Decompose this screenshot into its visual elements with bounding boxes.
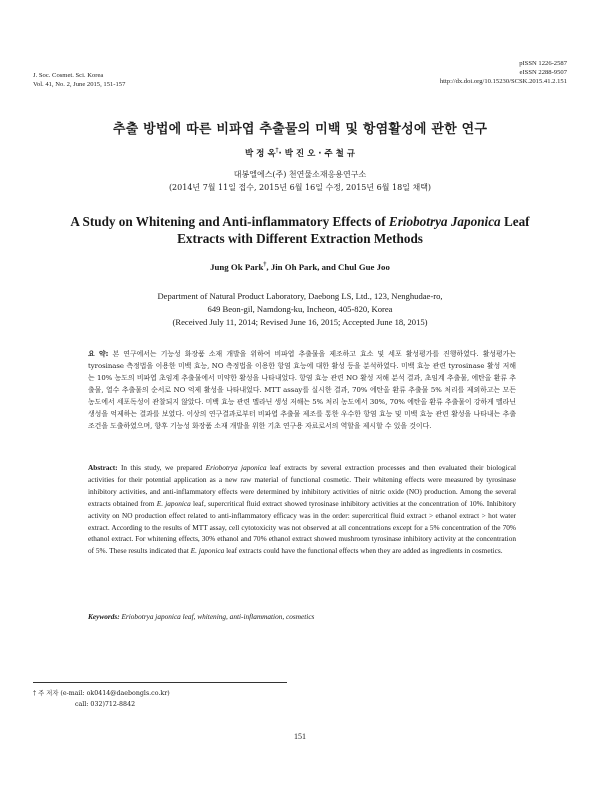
keywords-text: Eriobotrya japonica leaf, whitening, anti-inflammation, cosmetics <box>119 612 315 621</box>
doi-link[interactable]: http://dx.doi.org/10.15230/SCSK.2015.41.2.151 <box>439 78 567 85</box>
korean-abstract <box>88 348 516 432</box>
journal-name: J. Soc. Cosmet. Sci. Korea <box>33 72 104 79</box>
english-abstract-label: Abstract: <box>88 463 118 472</box>
footnote-phone: call: 032)712-8842 <box>75 701 136 708</box>
english-abstract-species-2: E. japonica <box>156 498 191 508</box>
english-abstract-p4: leaf extracts could have the functional effects when they are added as ingredients in cosmetics. <box>224 546 503 556</box>
korean-authors <box>0 147 600 159</box>
keywords <box>88 612 516 621</box>
corresponding-mark: † <box>275 147 279 155</box>
english-abstract-p2: leaf extracts by several extraction processes and then evaluated their biological activities for their potential application as a new raw material of functional cosmetic. Their whitening effects were measured by tyrosinase inhibitory activities, and anti-inflammatory effects were determined by inhibitory activities of nitric oxide (NO) production. Among the several extracts obtained from <box>88 463 516 508</box>
korean-abstract-text: 본 연구에서는 기능성 화장품 소재 개발을 위하여 비파엽 추출물을 제조하고 효소 및 세포 활성평가를 진행하였다. 활성평가는 tyrosinase 측정법을 이용한 미백 효능, NO 측정법을 이용한 항염 효능에 대한 활성 등을 분석하였다. 미백 효능 관련 tyrosinase 활성 저해는 10% 농도의 비파엽 초임계 추출물에서 미약한 활성을 나타내었다. 항염 효능 관련 NO 활성 저해 분석 결과, 초임계 추출물, 에탄올 환류 추출물, 열수 추출물의 순서로 NO 억제 활성을 나타내었다. MTT assay를 실시한 결과, 70% 에탄올 환류 추출물 5% 처리를 제외하고는 모든 농도에서 세포독성이 관찰되지 않았다. 미백 효능 관련 멜라닌 생성 저해는 5% 처리 농도에서 30%, 70% 에탄올 환류 추출물이 강하게 멜라닌 생성을 억제하는 결과를 보였다. 이상의 연구결과로부터 비파엽 추출물 제조를 통한 우수한 항염 효능 및 미백 효능 관련 활성을 나타내는 추출조건을 도출하였으며, 향후 기능성 화장품 소재 개발을 위한 기초 연구용 자료로서의 역할을 제시할 수 있을 것이다. <box>88 350 516 430</box>
english-author-1: Jung Ok Park <box>210 262 264 272</box>
english-title-part1: A Study on Whitening and Anti-inflammatory Effects of <box>70 214 389 229</box>
english-abstract <box>88 462 516 557</box>
english-title-part2: Leaf Extracts with Different Extraction Methods <box>177 214 530 246</box>
page-number: 151 <box>294 732 306 741</box>
english-affiliation-line1: Department of Natural Product Laboratory, Daebong LS, Ltd., 123, Nenghudae-ro, <box>157 291 443 301</box>
korean-title: 추출 방법에 따른 비파엽 추출물의 미백 및 항염활성에 관한 연구 <box>112 122 488 137</box>
korean-authors-rest: · 박 진 오 · 주 철 규 <box>278 149 355 159</box>
english-abstract-p1: In this study, we prepared <box>117 463 206 472</box>
korean-affiliation-block <box>0 169 600 194</box>
english-authors-rest: , Jin Oh Park, and Chul Gue Joo <box>266 262 390 272</box>
english-dates: (Received July 11, 2014; Revised June 16, 2015; Accepted June 18, 2015) <box>172 317 428 327</box>
korean-abstract-label: 요 약: <box>88 350 109 358</box>
korean-dates: (2014년 7월 11일 접수, 2015년 6월 16일 수정, 2015년 6월 18일 채택) <box>168 182 432 192</box>
korean-author-1: 박 정 옥 <box>244 149 276 159</box>
english-abstract-p3: leaf, supercritical fluid extract showed tyrosinase inhibitory activities at the concentration of 10%. Inhibitory activity on NO production effect related to anti-inflammatory efficacy was in the order: supercritical fluid extract > ethanol extract > hot water extract. According to the results of MTT assay, cell cytotoxicity was not observed at all concentrations except for a 5% concentration of the 70% ethanol extract. For whitening effects, 30% ethanol and 70% ethanol extract showed mushroom tyrosinase inhibitory activity at the concentration of 5%. These results indicated that <box>88 498 516 556</box>
english-title-species: Eriobotrya Japonica <box>388 214 501 229</box>
footnote-email[interactable]: † 주 저자 (e-mail: ok0414@daebongls.co.kr) <box>33 690 170 697</box>
english-corresponding-mark: † <box>263 262 267 269</box>
journal-header <box>33 71 125 89</box>
keywords-label: Keywords: <box>88 612 120 621</box>
footnote-divider <box>33 682 287 683</box>
english-abstract-species-3: E. japonica <box>190 546 225 556</box>
journal-volume: Vol. 41, No. 2, June 2015, 151-157 <box>33 81 126 88</box>
english-title <box>60 214 540 247</box>
journal-identifiers <box>440 59 567 86</box>
english-authors <box>0 262 600 272</box>
korean-affiliation: 대봉엘에스(주) 천연물소재응용연구소 <box>233 170 367 179</box>
footnote <box>33 688 170 710</box>
english-affiliation-line2: 649 Beon-gil, Namdong-ku, Incheon, 405-820, Korea <box>207 304 393 314</box>
english-abstract-species-1: Eriobotrya japonica <box>205 463 267 472</box>
pissn: pISSN 1226-2587 <box>519 60 567 67</box>
eissn: eISSN 2288-9507 <box>519 69 567 76</box>
english-affiliation-block <box>60 290 540 329</box>
